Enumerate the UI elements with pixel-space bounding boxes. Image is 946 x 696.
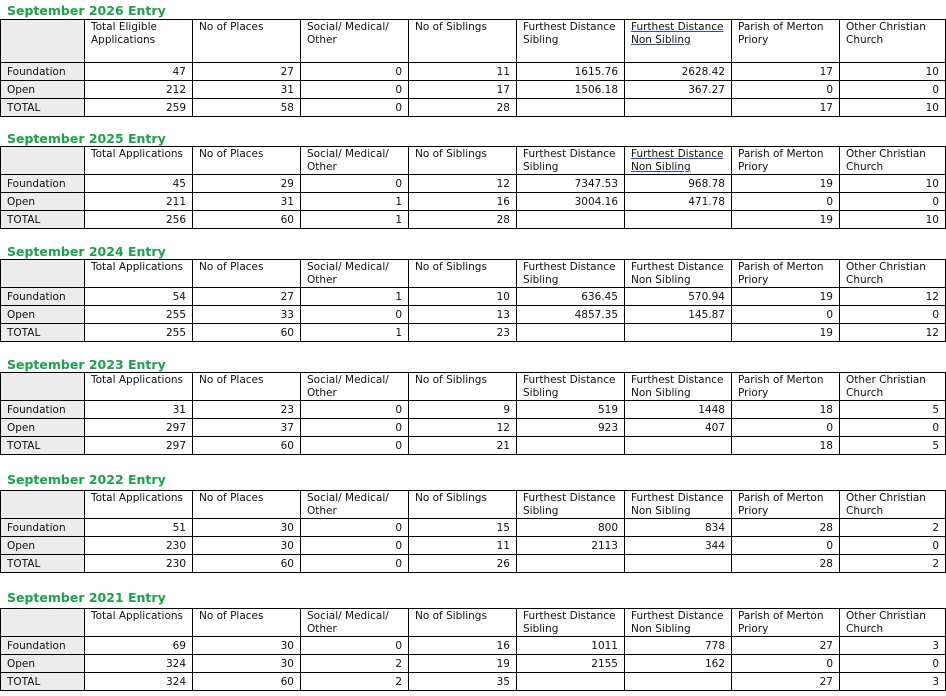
row-label: Open: [1, 419, 85, 437]
cell: 255: [85, 306, 193, 324]
cell: 27: [732, 673, 840, 691]
cell: 0: [301, 306, 409, 324]
cell: 0: [840, 419, 946, 437]
cell: 923: [517, 419, 625, 437]
header-corner: [1, 491, 85, 519]
table-row-total: [1, 99, 946, 117]
cell: [517, 324, 625, 342]
cell: 2113: [517, 537, 625, 555]
cell: 778: [625, 637, 732, 655]
cell: 0: [301, 419, 409, 437]
header-total-applications: Total Applications: [85, 373, 193, 401]
row-label: Open: [1, 306, 85, 324]
cell: 31: [85, 401, 193, 419]
cell: 0: [301, 537, 409, 555]
cell: 28: [409, 211, 517, 229]
cell: 0: [301, 99, 409, 117]
cell: 834: [625, 519, 732, 537]
cell: 1: [301, 324, 409, 342]
table-row-foundation: [1, 519, 946, 537]
cell: 230: [85, 537, 193, 555]
cell: [625, 555, 732, 573]
cell: 297: [85, 419, 193, 437]
table-row-foundation: [1, 637, 946, 655]
cell: 259: [85, 99, 193, 117]
section-title: September 2022 Entry: [7, 472, 166, 487]
header-furthest-sibling: Furthest Distance Sibling: [517, 609, 625, 637]
cell: 519: [517, 401, 625, 419]
cell: 0: [732, 419, 840, 437]
header-no-of-siblings: No of Siblings: [409, 147, 517, 175]
cell: 5: [840, 401, 946, 419]
cell: 33: [193, 306, 301, 324]
row-label: TOTAL: [1, 99, 85, 117]
cell: 7347.53: [517, 175, 625, 193]
cell: [625, 324, 732, 342]
cell: 4857.35: [517, 306, 625, 324]
row-label: Foundation: [1, 401, 85, 419]
cell: 10: [840, 99, 946, 117]
header-parish: Parish of Merton Priory: [732, 491, 840, 519]
cell: [625, 437, 732, 455]
header-total-applications: Total Applications: [85, 260, 193, 288]
header-other-christian: Other Christian Church: [840, 373, 946, 401]
header-corner: [1, 260, 85, 288]
cell: [517, 673, 625, 691]
admissions-table: [0, 608, 946, 691]
cell: 11: [409, 63, 517, 81]
cell: 35: [409, 673, 517, 691]
header-social-medical: Social/ Medical/ Other: [301, 373, 409, 401]
cell: 2628.42: [625, 63, 732, 81]
table-row-foundation: [1, 175, 946, 193]
cell: 23: [409, 324, 517, 342]
header-social-medical: Social/ Medical/ Other: [301, 491, 409, 519]
header-no-of-places: No of Places: [193, 260, 301, 288]
header-other-christian: Other Christian Church: [840, 260, 946, 288]
cell: 0: [840, 537, 946, 555]
cell: 344: [625, 537, 732, 555]
cell: 16: [409, 637, 517, 655]
cell: 19: [732, 324, 840, 342]
cell: 69: [85, 637, 193, 655]
row-label: Foundation: [1, 288, 85, 306]
cell: [517, 437, 625, 455]
cell: 2: [840, 555, 946, 573]
header-corner: [1, 373, 85, 401]
row-label: Foundation: [1, 63, 85, 81]
cell: 21: [409, 437, 517, 455]
row-label: Open: [1, 655, 85, 673]
row-label: Open: [1, 81, 85, 99]
cell: 10: [840, 211, 946, 229]
cell: 18: [732, 401, 840, 419]
header-parish: Parish of Merton Priory: [732, 20, 840, 63]
section-title: September 2025 Entry: [7, 131, 166, 146]
cell: 0: [301, 81, 409, 99]
cell: 1: [301, 211, 409, 229]
header-no-of-siblings: No of Siblings: [409, 609, 517, 637]
header-social-medical: Social/ Medical/ Other: [301, 20, 409, 63]
section-title: September 2023 Entry: [7, 357, 166, 372]
cell: [625, 211, 732, 229]
row-label: TOTAL: [1, 555, 85, 573]
header-other-christian: Other Christian Church: [840, 609, 946, 637]
cell: 0: [840, 81, 946, 99]
table-row-open: [1, 306, 946, 324]
header-no-of-siblings: No of Siblings: [409, 491, 517, 519]
header-no-of-places: No of Places: [193, 491, 301, 519]
table-row-total: [1, 211, 946, 229]
cell: 1: [301, 288, 409, 306]
section-title: September 2024 Entry: [7, 244, 166, 259]
cell: 1615.76: [517, 63, 625, 81]
header-corner: [1, 147, 85, 175]
cell: 2: [301, 655, 409, 673]
header-other-christian: Other Christian Church: [840, 491, 946, 519]
cell: 255: [85, 324, 193, 342]
cell: 2: [301, 673, 409, 691]
header-furthest-non-sibling: Furthest Distance Non Sibling: [625, 609, 732, 637]
cell: 0: [301, 519, 409, 537]
header-furthest-non-sibling: Furthest Distance Non Sibling: [625, 147, 732, 175]
admissions-table: [0, 490, 946, 573]
header-total-applications: Total Applications: [85, 147, 193, 175]
cell: 297: [85, 437, 193, 455]
cell: 0: [301, 555, 409, 573]
row-label: TOTAL: [1, 673, 85, 691]
cell: [517, 211, 625, 229]
table-row-open: [1, 81, 946, 99]
cell: 28: [732, 555, 840, 573]
cell: 19: [732, 211, 840, 229]
cell: 0: [301, 175, 409, 193]
cell: 145.87: [625, 306, 732, 324]
cell: 37: [193, 419, 301, 437]
header-no-of-places: No of Places: [193, 373, 301, 401]
cell: 58: [193, 99, 301, 117]
row-label: TOTAL: [1, 211, 85, 229]
header-furthest-sibling: Furthest Distance Sibling: [517, 147, 625, 175]
cell: 17: [732, 63, 840, 81]
header-total-applications: Total Applications: [85, 491, 193, 519]
header-social-medical: Social/ Medical/ Other: [301, 260, 409, 288]
cell: [625, 673, 732, 691]
cell: 29: [193, 175, 301, 193]
row-label: Open: [1, 193, 85, 211]
cell: 636.45: [517, 288, 625, 306]
header-no-of-places: No of Places: [193, 609, 301, 637]
header-furthest-non-sibling: Furthest Distance Non Sibling: [625, 260, 732, 288]
row-label: Open: [1, 537, 85, 555]
cell: 570.94: [625, 288, 732, 306]
header-social-medical: Social/ Medical/ Other: [301, 609, 409, 637]
cell: 27: [193, 288, 301, 306]
table-row-open: [1, 537, 946, 555]
header-social-medical: Social/ Medical/ Other: [301, 147, 409, 175]
cell: 3004.16: [517, 193, 625, 211]
header-parish: Parish of Merton Priory: [732, 147, 840, 175]
cell: 10: [840, 63, 946, 81]
cell: 162: [625, 655, 732, 673]
cell: 0: [732, 193, 840, 211]
cell: 800: [517, 519, 625, 537]
admissions-table: [0, 372, 946, 455]
cell: 0: [301, 437, 409, 455]
cell: 60: [193, 673, 301, 691]
cell: 60: [193, 555, 301, 573]
cell: 11: [409, 537, 517, 555]
cell: 471.78: [625, 193, 732, 211]
cell: 13: [409, 306, 517, 324]
cell: 211: [85, 193, 193, 211]
cell: 1506.18: [517, 81, 625, 99]
table-row-total: [1, 324, 946, 342]
header-no-of-places: No of Places: [193, 20, 301, 63]
header-furthest-non-sibling: Furthest Distance Non Sibling: [625, 491, 732, 519]
cell: 0: [301, 401, 409, 419]
header-other-christian: Other Christian Church: [840, 147, 946, 175]
cell: [517, 99, 625, 117]
section-title: September 2021 Entry: [7, 590, 166, 605]
cell: 367.27: [625, 81, 732, 99]
header-no-of-siblings: No of Siblings: [409, 373, 517, 401]
header-furthest-sibling: Furthest Distance Sibling: [517, 260, 625, 288]
header-no-of-siblings: No of Siblings: [409, 20, 517, 63]
cell: 324: [85, 673, 193, 691]
cell: 47: [85, 63, 193, 81]
header-corner: [1, 20, 85, 63]
cell: 18: [732, 437, 840, 455]
cell: 27: [193, 63, 301, 81]
table-row-total: [1, 673, 946, 691]
header-furthest-non-sibling: Furthest Distance Non Sibling: [625, 373, 732, 401]
header-parish: Parish of Merton Priory: [732, 373, 840, 401]
cell: 5: [840, 437, 946, 455]
cell: 16: [409, 193, 517, 211]
cell: 1: [301, 193, 409, 211]
cell: 12: [840, 324, 946, 342]
row-label: TOTAL: [1, 437, 85, 455]
header-furthest-non-sibling: Furthest Distance Non Sibling: [625, 20, 732, 63]
cell: 51: [85, 519, 193, 537]
header-parish: Parish of Merton Priory: [732, 609, 840, 637]
cell: [625, 99, 732, 117]
cell: 19: [732, 288, 840, 306]
cell: 12: [409, 175, 517, 193]
header-furthest-sibling: Furthest Distance Sibling: [517, 20, 625, 63]
table-row-foundation: [1, 401, 946, 419]
cell: 30: [193, 655, 301, 673]
header-furthest-sibling: Furthest Distance Sibling: [517, 491, 625, 519]
section-title: September 2026 Entry: [7, 3, 166, 18]
cell: 28: [409, 99, 517, 117]
table-row-open: [1, 655, 946, 673]
cell: 60: [193, 211, 301, 229]
header-furthest-sibling: Furthest Distance Sibling: [517, 373, 625, 401]
cell: 19: [409, 655, 517, 673]
admissions-table: [0, 19, 946, 117]
cell: 30: [193, 519, 301, 537]
cell: 54: [85, 288, 193, 306]
cell: 2: [840, 519, 946, 537]
header-no-of-siblings: No of Siblings: [409, 260, 517, 288]
cell: 10: [840, 175, 946, 193]
cell: 407: [625, 419, 732, 437]
cell: 0: [732, 655, 840, 673]
cell: 0: [840, 193, 946, 211]
row-label: Foundation: [1, 637, 85, 655]
cell: 212: [85, 81, 193, 99]
cell: 0: [732, 306, 840, 324]
cell: 28: [732, 519, 840, 537]
admissions-table: [0, 259, 946, 342]
cell: 15: [409, 519, 517, 537]
cell: 3: [840, 673, 946, 691]
header-corner: [1, 609, 85, 637]
cell: 3: [840, 637, 946, 655]
table-row-total: [1, 555, 946, 573]
row-label: Foundation: [1, 175, 85, 193]
cell: 968.78: [625, 175, 732, 193]
header-no-of-places: No of Places: [193, 147, 301, 175]
cell: 17: [732, 99, 840, 117]
cell: 19: [732, 175, 840, 193]
table-row-open: [1, 193, 946, 211]
table-row-foundation: [1, 288, 946, 306]
table-row-open: [1, 419, 946, 437]
cell: 26: [409, 555, 517, 573]
table-row-total: [1, 437, 946, 455]
cell: 324: [85, 655, 193, 673]
header-parish: Parish of Merton Priory: [732, 260, 840, 288]
cell: 30: [193, 637, 301, 655]
table-row-foundation: [1, 63, 946, 81]
cell: 0: [732, 537, 840, 555]
cell: 10: [409, 288, 517, 306]
row-label: TOTAL: [1, 324, 85, 342]
cell: 60: [193, 437, 301, 455]
cell: 12: [409, 419, 517, 437]
row-label: Foundation: [1, 519, 85, 537]
admissions-table: [0, 146, 946, 229]
header-other-christian: Other Christian Church: [840, 20, 946, 63]
cell: 9: [409, 401, 517, 419]
cell: 1448: [625, 401, 732, 419]
cell: 17: [409, 81, 517, 99]
cell: 0: [732, 81, 840, 99]
cell: 1011: [517, 637, 625, 655]
cell: 60: [193, 324, 301, 342]
cell: [517, 555, 625, 573]
cell: 256: [85, 211, 193, 229]
cell: 230: [85, 555, 193, 573]
cell: 0: [301, 637, 409, 655]
cell: 2155: [517, 655, 625, 673]
cell: 27: [732, 637, 840, 655]
cell: 31: [193, 193, 301, 211]
cell: 31: [193, 81, 301, 99]
header-total-applications: Total Applications: [85, 609, 193, 637]
header-total-applications: Total Eligible Applications: [85, 20, 193, 63]
cell: 30: [193, 537, 301, 555]
cell: 23: [193, 401, 301, 419]
cell: 0: [840, 655, 946, 673]
cell: 0: [301, 63, 409, 81]
cell: 12: [840, 288, 946, 306]
cell: 45: [85, 175, 193, 193]
cell: 0: [840, 306, 946, 324]
